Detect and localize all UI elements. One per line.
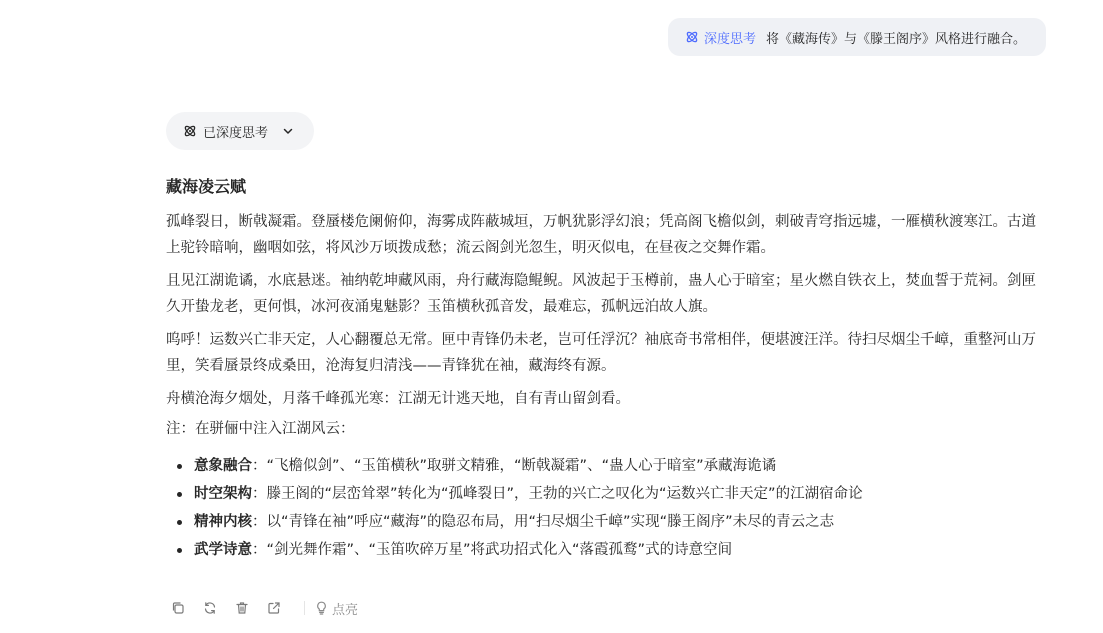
user-message-text: 将《藏海传》与《滕王阁序》风格进行融合。 bbox=[765, 31, 1026, 47]
answer-bullet-list bbox=[166, 452, 1038, 564]
answer-paragraph: 孤峰裂日，断戟凝霜。登蜃楼危阑俯仰，海雾成阵蔽城垣，万帆犹影浮幻浪；凭高阁飞檐似剑，刺破青穹指远墟，一雁横秋渡寒江。古道上驼铃暗响，幽咽如弦，将风沙万顷拨成愁；流云阁剑光忽生，明灭似电，在昼夜之交舞作霜。 bbox=[166, 214, 1036, 256]
regenerate-button[interactable] bbox=[202, 600, 218, 616]
answer-note: 注：在骈俪中注入江湖风云： bbox=[166, 421, 355, 437]
share-icon bbox=[267, 601, 281, 615]
list-item-text: ：“飞檐似剑”、“玉笛横秋”取骈文精雅，“断戟凝霜”、“蛊人心于暗室”承藏海诡谲 bbox=[252, 458, 777, 474]
deep-think-icon bbox=[685, 30, 699, 44]
deep-think-tag bbox=[685, 28, 756, 47]
answer-paragraph: 舟横沧海夕烟处，月落千峰孤光寒：江湖无计逃天地，自有青山留剑看。 bbox=[166, 391, 630, 407]
list-item-text: ：滕王阁的“层峦耸翠”转化为“孤峰裂日”，王勃的兴亡之叹化为“运数兴亡非天定”的江湖宿命论 bbox=[252, 486, 863, 502]
regenerate-icon bbox=[203, 601, 217, 615]
user-message-bubble bbox=[668, 18, 1046, 56]
thinking-toggle-label: 已深度思考 bbox=[203, 125, 269, 141]
light-up-label: 点亮 bbox=[332, 602, 359, 618]
list-item bbox=[176, 508, 1038, 536]
delete-icon bbox=[235, 601, 249, 615]
answer-paragraph: 且见江湖诡谲，水底悬迷。袖纳乾坤藏风雨，舟行藏海隐鲲鲵。风波起于玉樽前，蛊人心于暗室；星火燃自铁衣上，焚血誓于荒祠。剑匣久开蛰龙老，更何惧，冰河夜涌鬼魅影？玉笛横秋孤音发，最难忘，孤帆远泊故人旗。 bbox=[166, 273, 1036, 315]
answer-title: 藏海凌云赋 bbox=[166, 177, 247, 196]
deep-think-icon bbox=[183, 124, 197, 138]
list-item bbox=[176, 452, 1038, 480]
delete-button[interactable] bbox=[234, 600, 250, 616]
list-item-label: 意象融合 bbox=[194, 458, 252, 474]
list-item-label: 武学诗意 bbox=[194, 542, 252, 558]
list-item-label: 精神内核 bbox=[194, 514, 252, 530]
answer-paragraph: 呜呼！运数兴亡非天定，人心翻覆总无常。匣中青锋仍未老，岂可任浮沉？袖底奇书常相伴，便堪渡汪洋。待扫尽烟尘千嶂，重整河山万里，笑看蜃景终成桑田，沧海复归清浅——青锋犹在袖，藏海终有源。 bbox=[166, 332, 1036, 374]
action-divider bbox=[304, 601, 305, 615]
list-item-text: ：以“青锋在袖”呼应“藏海”的隐忍布局，用“扫尽烟尘千嶂”实现“滕王阁序”未尽的青云之志 bbox=[252, 514, 835, 530]
share-button[interactable] bbox=[266, 600, 282, 616]
copy-icon bbox=[171, 601, 185, 615]
light-up-button[interactable] bbox=[315, 599, 358, 618]
lightbulb-icon bbox=[315, 601, 328, 615]
assistant-answer bbox=[166, 174, 1038, 564]
list-item bbox=[176, 536, 1038, 564]
chevron-down-icon bbox=[282, 125, 294, 137]
deep-think-tag-label: 深度思考 bbox=[703, 31, 756, 47]
list-item-label: 时空架构 bbox=[194, 486, 252, 502]
list-item-text: ：“剑光舞作霜”、“玉笛吹碎万星”将武功招式化入“落霞孤鹜”式的诗意空间 bbox=[252, 542, 733, 558]
copy-button[interactable] bbox=[170, 600, 186, 616]
list-item bbox=[176, 480, 1038, 508]
message-action-bar bbox=[170, 598, 358, 618]
thinking-toggle-button[interactable] bbox=[166, 112, 314, 150]
